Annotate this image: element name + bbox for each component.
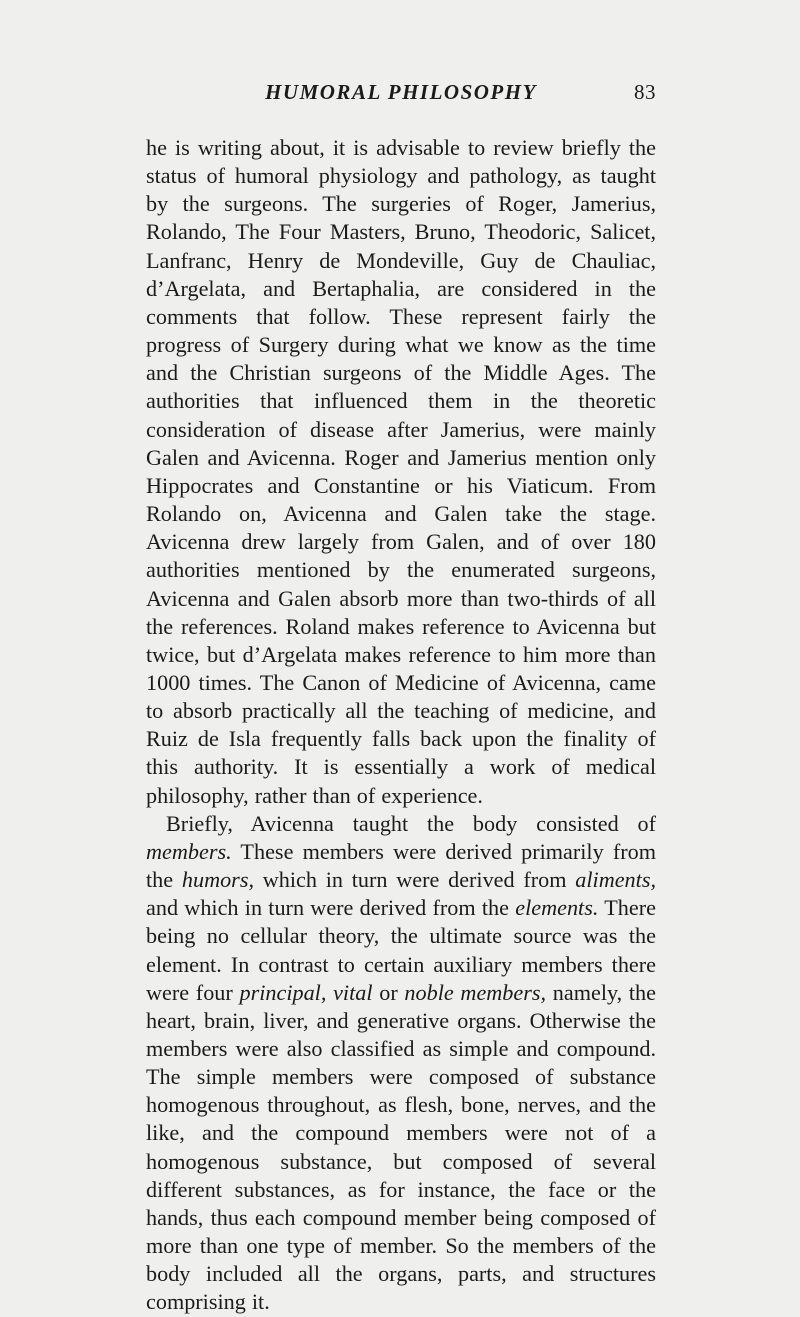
page-number: 83 [634, 80, 656, 104]
italic-term-noble-members: noble members, [404, 979, 547, 1005]
paragraph-2-text-7: namely, the heart, brain, liver, and generative organs. Otherwise the members were also classified as simple and compound. The simple members were composed of substance homogenous throughout, as flesh, bone, nerves, and the like, and the compound members were not of a homogenous substance, but composed of several different substances, as for instance, the face or the hands, thus each compound member being composed of more than one type of member. So the members of the body included all the organs, parts, and structures comprising it. [146, 979, 656, 1315]
body-text [146, 134, 656, 1317]
paragraph-2-text-2: These members were derived primarily from the [146, 838, 656, 893]
paragraph-2-text-1: Briefly, Avicenna taught the body consisted of [166, 810, 656, 836]
running-head [146, 72, 656, 112]
paragraph-2-text-3: which in turn were derived from [254, 867, 576, 893]
paragraph-2-text-4: and which in turn were derived from the [146, 895, 516, 921]
paragraph-2 [146, 810, 656, 1317]
italic-term-principal-vital: principal, vital [239, 979, 373, 1005]
italic-term-elements: elements. [515, 895, 599, 921]
italic-term-aliments: aliments, [575, 867, 656, 893]
running-title: HUMORAL PHILOSOPHY [265, 80, 537, 104]
italic-term-humors: humors, [181, 867, 254, 893]
italic-term-members: members. [146, 838, 232, 864]
paragraph-1: he is writing about, it is advisable to review briefly the status of humoral physiology and pathology, as taught by the surgeons. The surgeries of Roger, Jamerius, Rolando, The Four Masters, Bruno, Theodoric, Salicet, Lanfranc, Henry de Mondeville, Guy de Chauliac, d’Argelata, and Bertaphalia, are considered in the comments that follow. These represent fairly the progress of Surgery during what we know as the time and the Christian surgeons of the Middle Ages. The authorities that influenced them in the theoretic consideration of disease after Jamerius, were mainly Galen and Avicenna. Roger and Jamerius mention only Hippocrates and Constantine or his Viaticum. From Rolando on, Avicenna and Galen take the stage. Avicenna drew largely from Galen, and of over 180 authorities mentioned by the enumerated surgeons, Avicenna and Galen absorb more than two-thirds of all the references. Roland makes reference to Avicenna but twice, but d’Argelata makes reference to him more than 1000 times. The Canon of Medicine of Avicenna, came to absorb practically all the teaching of medicine, and Ruiz de Isla frequently falls back upon the finality of this authority. It is essentially a work of medical philosophy, rather than of experience. [146, 135, 656, 808]
paragraph-2-text-6: or [372, 979, 405, 1005]
paragraph-2-text-5: There being no cellular theory, the ultimate source was the element. In contrast to certain auxiliary members there were four [146, 895, 656, 1005]
